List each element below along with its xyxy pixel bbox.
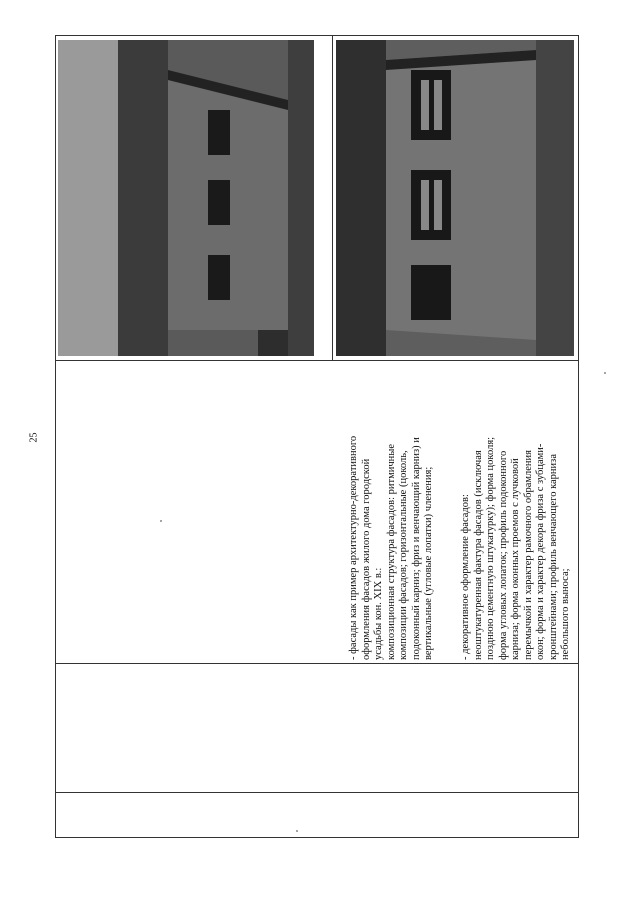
page-number: 25 [28,432,40,443]
text-line: подоконный карниз; фриз и венчающий карниз) и [410,437,422,660]
text-line: - фасады как пример архитектурно-декоративного [348,435,359,660]
scan-speck [296,830,298,832]
photo-facade-windows-icon [336,40,574,356]
table-divider-text [55,663,579,664]
table-border-right [578,35,579,838]
text-line: позднюю цементную штукатурку); форма цоколя; [485,436,496,660]
building-photo-1 [58,40,314,356]
text-line: - декоративное оформление фасадов: [460,494,471,660]
text-line: неоштукатуренная фактура фасадов (исключая [472,450,484,660]
text-line: оформления фасадов жилого дома городской [360,458,372,660]
text-line: перемычкой и характер рамочного обрамления [522,450,534,660]
text-line: кронштейнами; профиль венчающего карниза [547,454,559,660]
table-border-top [55,35,579,36]
text-line: вертикальные (угловые лопатки) членения; [423,466,434,660]
table-cell-text-2 [460,370,573,660]
scan-speck [604,372,606,374]
text-line: композиционная структура фасадов: ритмичные [385,443,397,660]
text-line: небольшого выноса; [560,568,571,660]
text-line: усадьбы кон. XIX в.: [373,567,384,660]
table-divider-rows [332,35,333,360]
table-border-bottom [55,837,579,838]
photo-facade-corner-icon [58,40,314,356]
table-cell-text-1 [348,370,436,660]
text-line: форма угловых лопаток; профиль подоконного [497,450,509,660]
scan-speck [160,520,162,522]
text-line: композиции фасадов; горизонтальные (цоколь, [398,450,409,660]
table-border-left [55,35,56,838]
text-line: окон; форма и характер декора фриза с зубцами- [535,443,546,660]
text-line: карниза; форма оконных проемов с лучковой [510,458,521,660]
table-divider-lower [55,792,579,793]
table-divider-photos [55,360,579,361]
building-photo-2 [336,40,574,356]
